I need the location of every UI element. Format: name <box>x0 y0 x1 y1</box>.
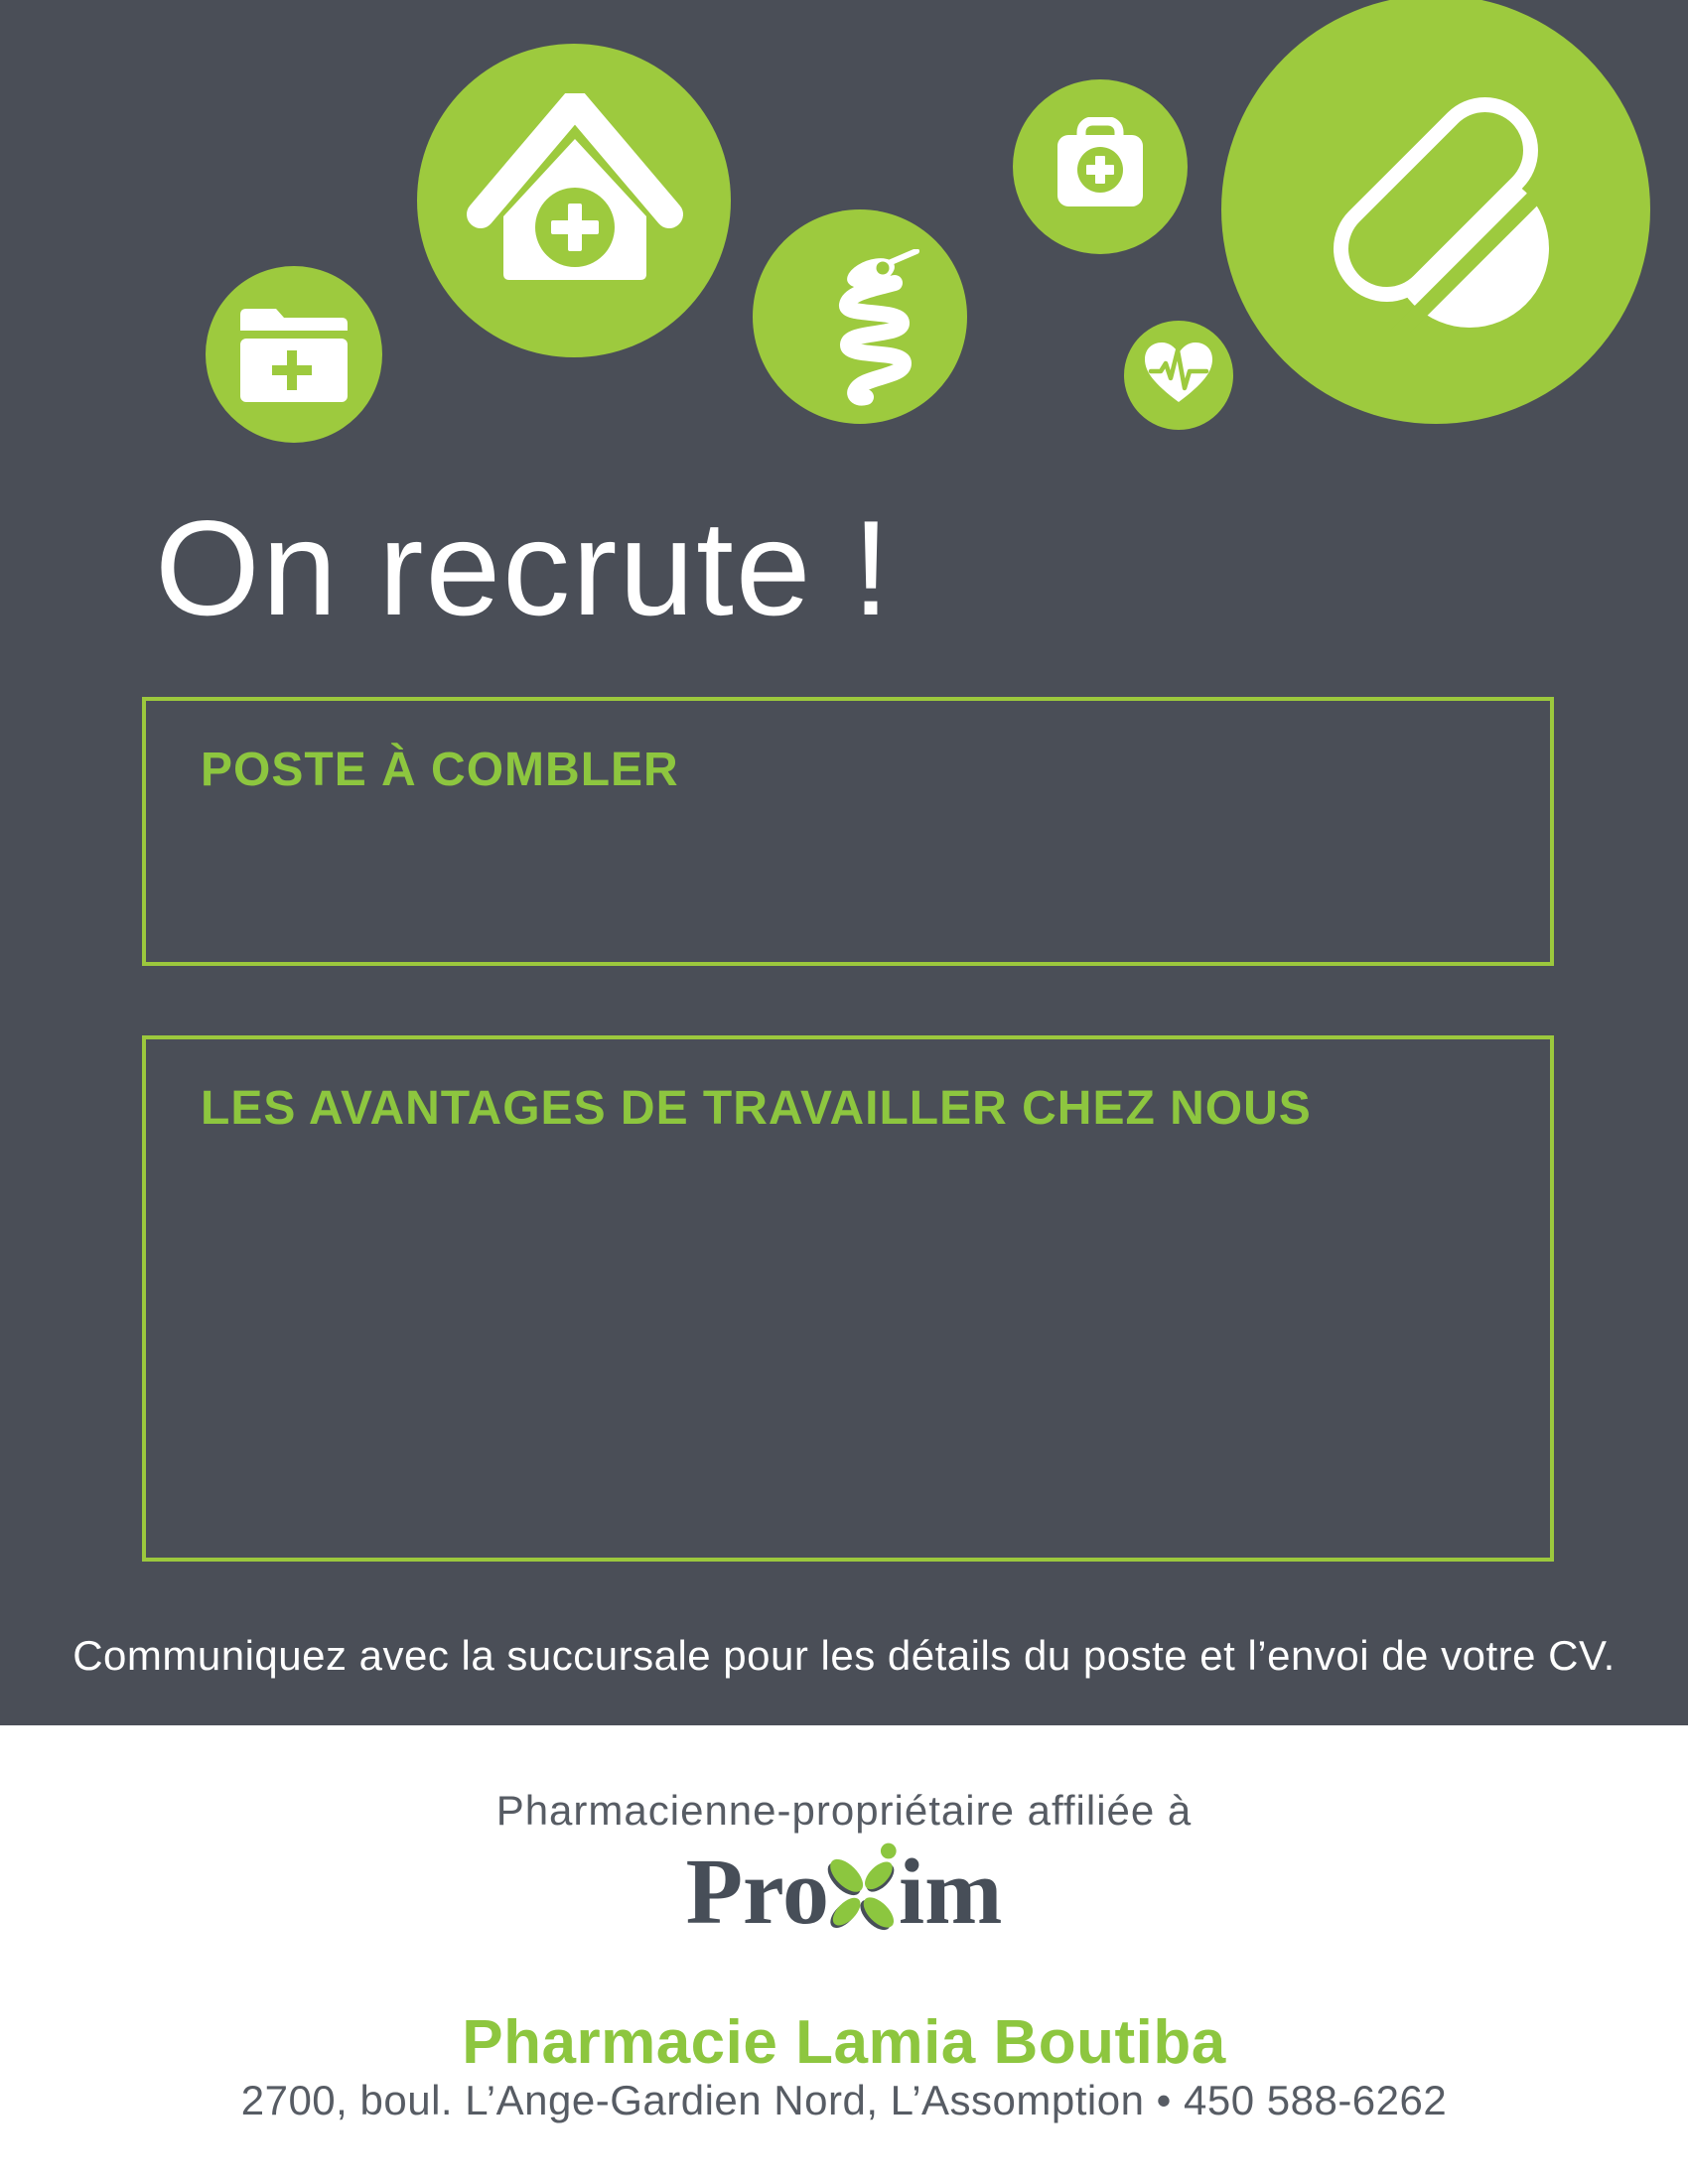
heartbeat-circle <box>1124 321 1233 430</box>
benefits-box <box>142 1035 1554 1562</box>
asclepius-snake-icon <box>827 249 926 408</box>
proxim-logo-pre: Pro <box>685 1841 830 1944</box>
medical-house-icon <box>467 93 683 287</box>
affiliation-line: Pharmacienne-propriétaire affiliée à <box>495 1787 1193 1834</box>
pill-capsule-circle <box>1221 0 1650 424</box>
contact-note: Communiquez avec la succursale pour les détails du poste et l’envoi de votre CV. <box>72 1632 1616 1679</box>
pill-capsule-icon <box>1301 84 1559 333</box>
folder-plus-icon <box>238 301 350 405</box>
proxim-logo <box>0 1841 1688 1944</box>
pharmacy-name: Pharmacie Lamia Boutiba <box>462 2008 1226 2077</box>
folder-plus-circle <box>206 266 382 443</box>
position-box-title: POSTE À COMBLER <box>201 744 679 796</box>
position-box <box>142 697 1554 966</box>
first-aid-kit-circle <box>1013 79 1188 254</box>
asclepius-snake-circle <box>753 209 967 424</box>
benefits-box-title: LES AVANTAGES DE TRAVAILLER CHEZ NOUS <box>201 1082 1312 1135</box>
address-phone-line: 2700, boul. L’Ange-Gardien Nord, L’Assomption • 450 588-6262 <box>240 2077 1448 2123</box>
medical-house-circle <box>417 44 731 357</box>
headline: On recrute ! <box>155 492 893 643</box>
proxim-x-leaves-icon <box>826 1843 902 1940</box>
proxim-logo-post: im <box>899 1841 1003 1944</box>
heartbeat-icon <box>1145 342 1212 404</box>
first-aid-kit-icon <box>1057 117 1143 208</box>
